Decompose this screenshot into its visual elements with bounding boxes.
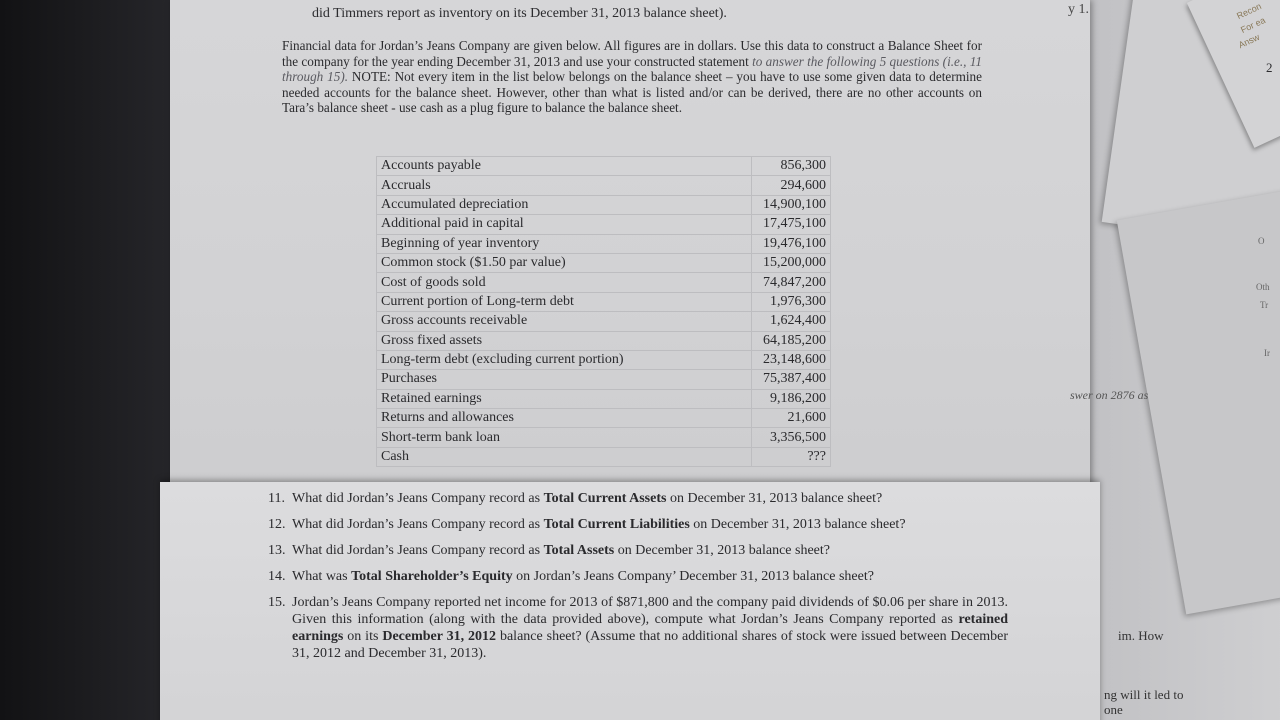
edge-text-5: Ir [1264,348,1270,358]
account-name: Long-term debt (excluding current portion) [377,350,752,369]
table-row [377,176,831,195]
account-name: Short-term bank loan [377,428,752,447]
account-name: Cost of goods sold [377,273,752,292]
question-bold: Total Current Assets [543,491,667,506]
account-value: 14,900,100 [752,195,831,214]
question-bold: retained earnings [292,612,1008,644]
table-row [377,389,831,408]
question-bold2: December 31, 2012 [382,629,497,644]
question-item [268,542,1008,559]
account-value: 15,200,000 [752,253,831,272]
account-value: 75,387,400 [752,370,831,389]
account-name: Additional paid in capital [377,215,752,234]
question-item [268,516,1008,533]
question-bold: Total Shareholder’s Equity [351,569,513,584]
account-value: 1,976,300 [752,292,831,311]
account-name: Beginning of year inventory [377,234,752,253]
account-name: Accumulated depreciation [377,195,752,214]
instructions-part-3: NOTE: Not every item in the list below belongs on the balance sheet – you have to use some given data to determine needed accounts for the balance sheet. However, other than what is listed and/or can be derived, there are no other accounts on Tara’s balance sheet - use cash as a plug figure to balance the balance sheet. [282,69,982,116]
table-row [377,292,831,311]
account-name: Cash [377,447,752,466]
question-text [268,568,1008,585]
table-row [377,157,831,176]
corner-text-3: Answ [1236,31,1262,51]
account-name: Purchases [377,370,752,389]
account-value: 23,148,600 [752,350,831,369]
table-row [377,195,831,214]
edge-text-4: Tr [1260,300,1269,310]
account-value: 74,847,200 [752,273,831,292]
question-post: on December 31, 2013 balance sheet? [614,543,830,558]
corner-text-2: For ea [1239,14,1267,36]
table-row [377,215,831,234]
instructions-part-1: Financial data for Jordan’s Jeans Company are given below. All figures are in dollars. Use this data to construct a Balance Sheet for the company for the year ending December 31, 2013 and use your constructed statement [282,38,982,69]
table-row [377,253,831,272]
question-pre: What was [292,569,352,584]
questions-list [268,490,1008,671]
dark-background [0,0,175,720]
scrap-text-bottom-right-1: im. How [1118,628,1164,643]
question-post: on December 31, 2013 balance sheet? [666,491,883,506]
question-post: on December 31, 2013 balance sheet? [689,517,906,532]
question-text [268,490,1008,507]
table-row [377,350,831,369]
account-value: 17,475,100 [752,215,831,234]
question-pre: What did Jordan’s Jeans Company record as [292,543,544,558]
instructions-part-2: to answer the following 5 questions (i.e., 11 through 15). [282,53,982,85]
account-name: Gross accounts receivable [377,312,752,331]
edge-text-2: O [1258,236,1265,246]
table-row [377,447,831,466]
account-name: Accounts payable [377,157,752,176]
question-item [268,594,1008,662]
question-pre: What did Jordan’s Jeans Company record as [292,517,544,532]
account-name: Accruals [377,176,752,195]
account-value: 21,600 [752,409,831,428]
account-name: Retained earnings [377,389,752,408]
account-name: Current portion of Long-term debt [377,292,752,311]
scrap-text-mid-right: swer on 2876 as [1070,388,1149,402]
table-row [377,409,831,428]
financial-data-table [376,156,831,467]
question-item [268,568,1008,585]
table-row [377,312,831,331]
question-post: balance sheet? (Assume that no additional shares of stock were issued between December 31, 2012 and December 31, 2013). [292,629,1008,661]
question-post: on Jordan’s Jeans Company’ December 31, 2013 balance sheet? [512,569,874,584]
question-text [268,542,1008,559]
edge-text-1: 2 [1266,60,1273,75]
question-pre: What did Jordan’s Jeans Company record as [292,491,544,506]
account-name: Returns and allowances [377,409,752,428]
account-name: Common stock ($1.50 par value) [377,253,752,272]
question-text [268,594,1008,662]
question-item [268,490,1008,507]
account-name: Gross fixed assets [377,331,752,350]
question-number: 13. [268,543,286,558]
account-value: 3,356,500 [752,428,831,447]
question-number: 11. [268,491,285,506]
account-value: 19,476,100 [752,234,831,253]
account-value: 9,186,200 [752,389,831,408]
scrap-text-top-right: y 1. [1068,2,1089,17]
question-mid: on its [343,629,383,644]
question-number: 12. [268,517,286,532]
corner-text-1: Recon [1235,0,1263,22]
question-pre: Jordan’s Jeans Company reported net income for 2013 of $871,800 and the company paid dividends of $0.06 per share in 2013. Given this information (along with the data provided above), compute what Jordan’s Jeans Company reported as [292,595,1008,627]
table-row [377,370,831,389]
table-row [377,234,831,253]
question-bold: Total Assets [543,543,615,558]
table-row [377,331,831,350]
scrap-text-bottom-right-2: ng will it led to one [1104,687,1184,717]
account-value: 1,624,400 [752,312,831,331]
question-number: 15. [268,595,286,610]
edge-text-3: Oth [1256,282,1270,292]
table-row [377,273,831,292]
account-value: 856,300 [752,157,831,176]
question-number: 14. [268,569,286,584]
account-value: 64,185,200 [752,331,831,350]
account-value: 294,600 [752,176,831,195]
instructions-paragraph [282,38,982,116]
table-row [377,428,831,447]
account-value: ??? [752,447,831,466]
previous-question-text: did Timmers report as inventory on its December 31, 2013 balance sheet). [312,6,727,21]
question-text [268,516,1008,533]
question-bold: Total Current Liabilities [543,517,690,532]
